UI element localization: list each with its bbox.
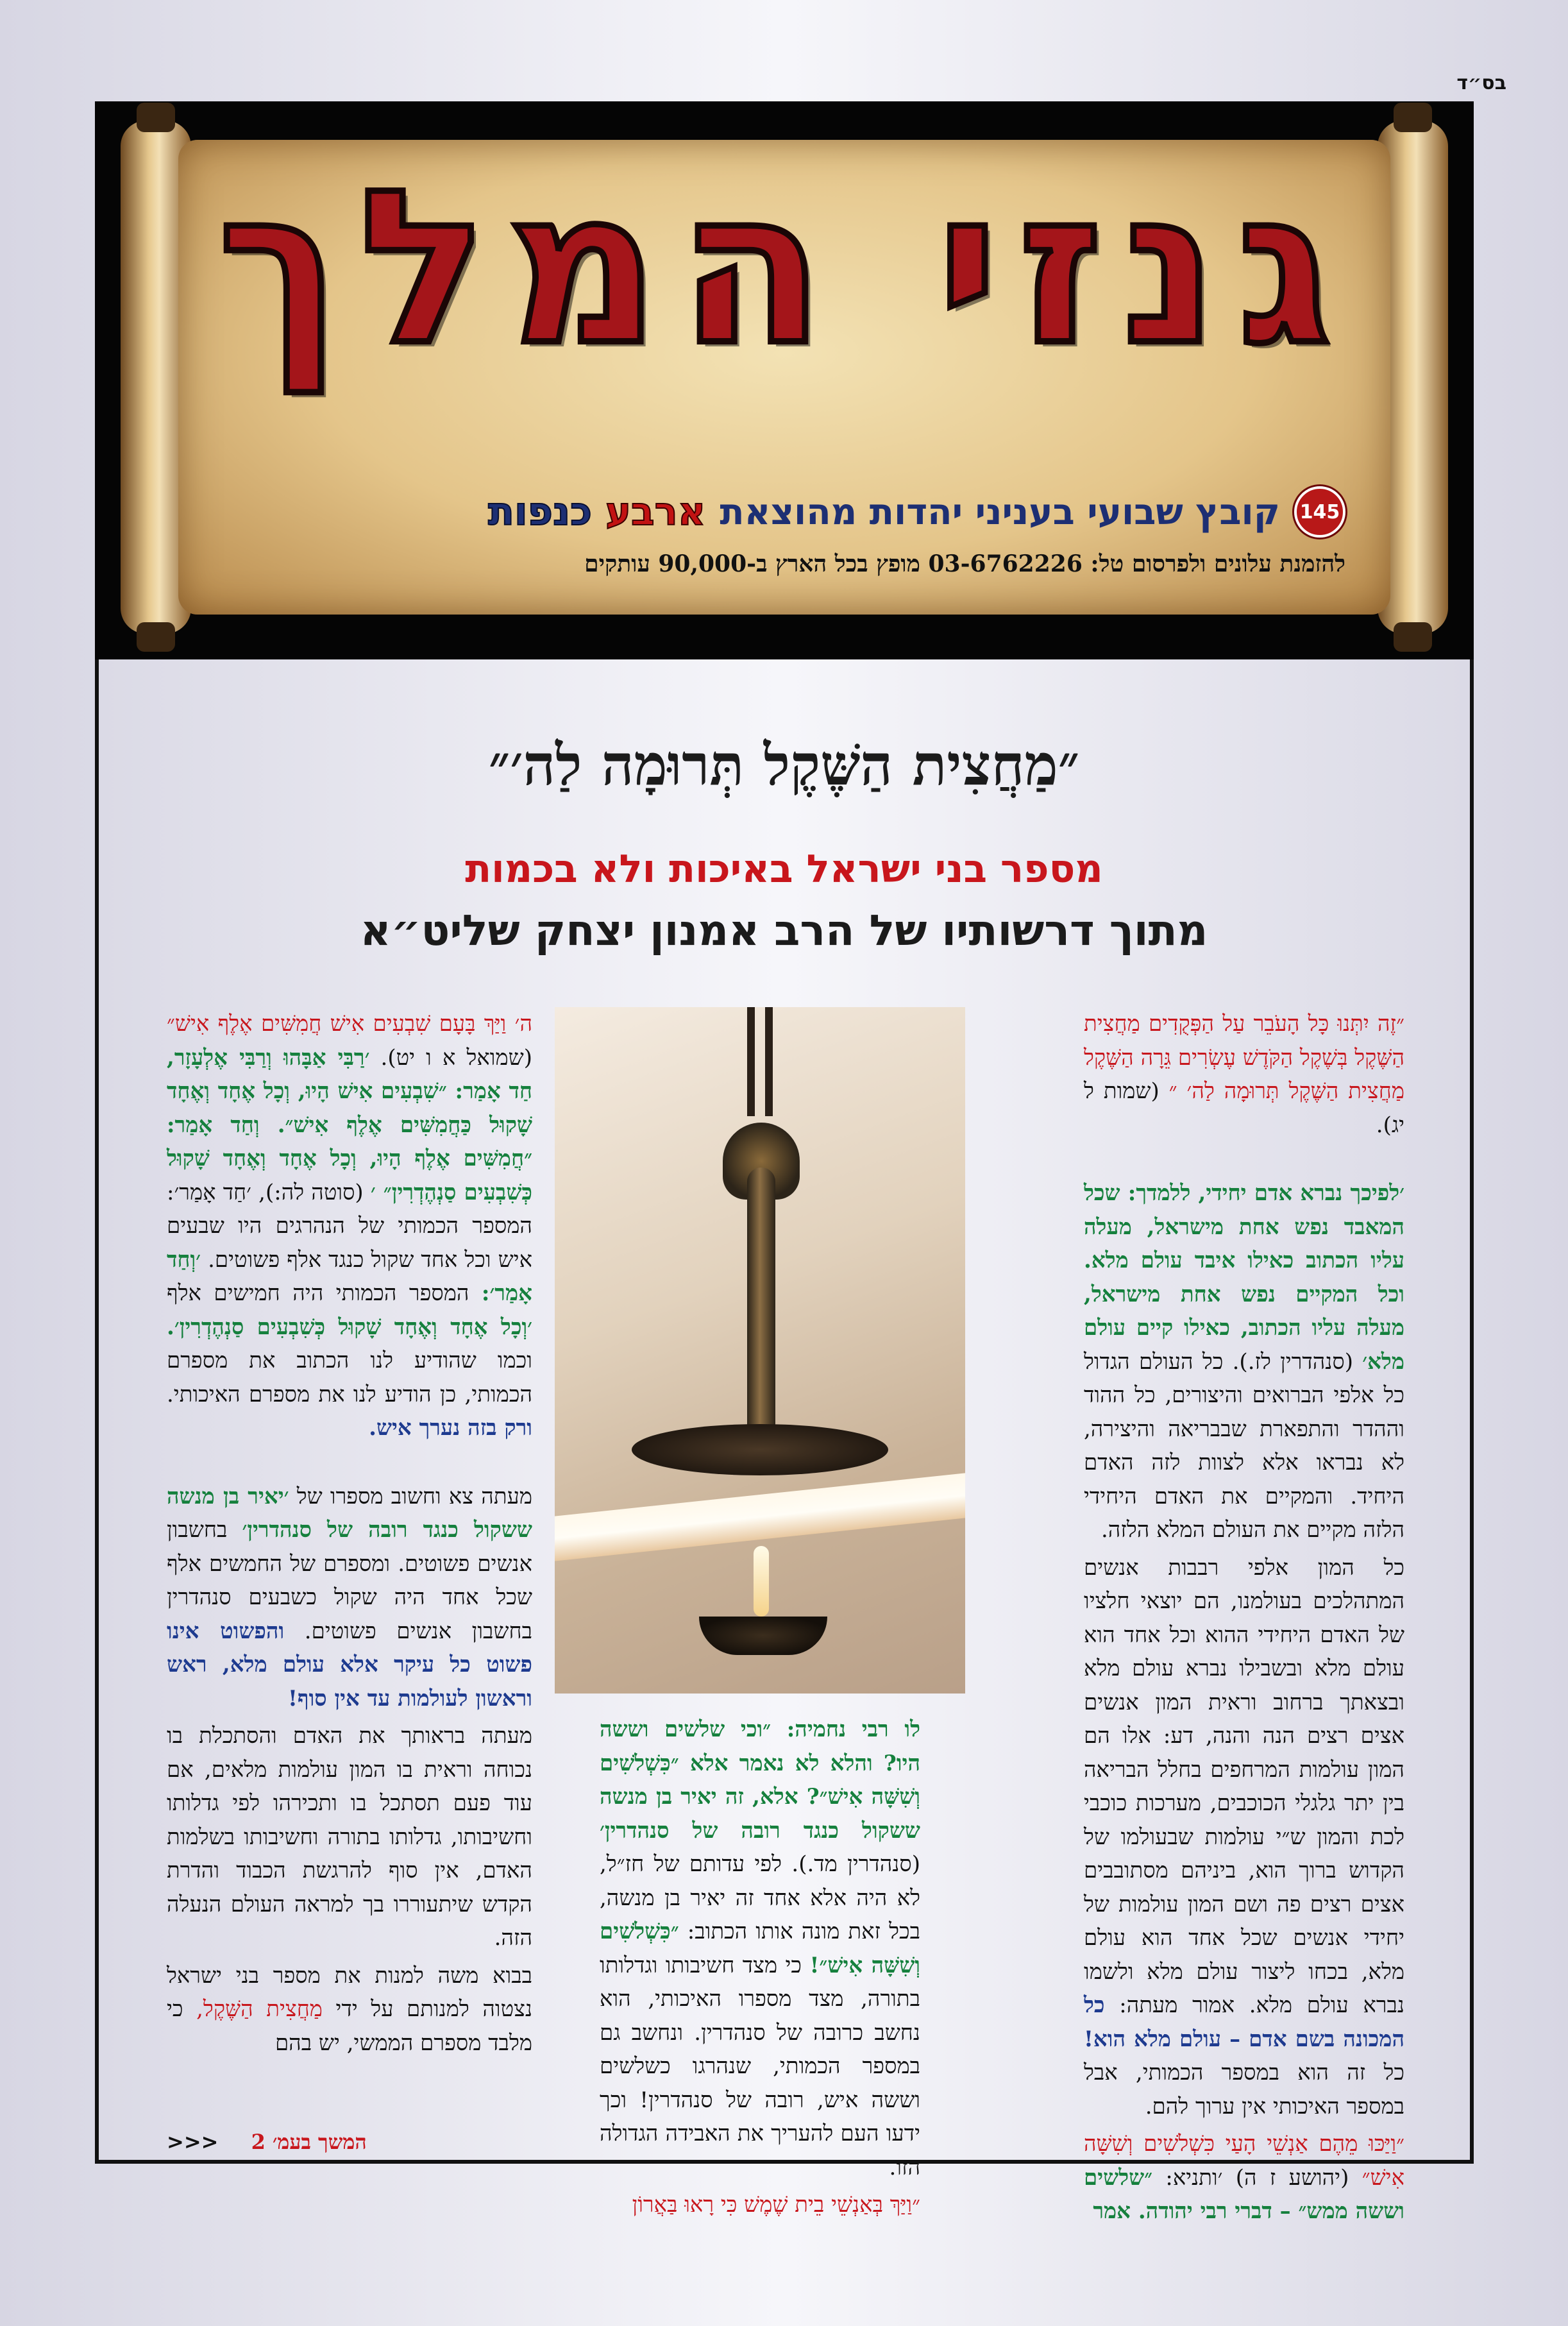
lamp-flame [754,1546,769,1617]
paragraph [1084,2127,1404,2228]
paragraph-text: כי מלבד מספרם הממשי, יש בהם [167,1996,532,2056]
besiyata-dishmaya-mark: בס״ד [1456,72,1506,94]
article-headline: ״מַחֲצִית הַשֶּׁקֶל תְּרוּמָה לַה׳״ [488,731,1080,798]
continued-label: המשך בעמ׳ 2 [251,2130,367,2154]
paragraph-text: כל זה הוא במספר הכמותי, אבל במספר האיכותי אין ערוך להם. [1084,2060,1404,2119]
text-column-middle [600,1713,920,2226]
verse-quote: ״זֶה יִתְּנוּ כָּל הָעֹבֵר עַל הַפְּקֻדִים מַחֲצִית הַשֶּׁקֶל בְּשֶׁקֶל הַקֹּדֶשׁ עֶשְׂרִים גֵּרָה הַשֶּׁקֶל מַחֲצִית הַשֶּׁקֶל תְּרוּמָה לַה׳ ״ [1084,1011,1404,1104]
hanging-lamp-photo [555,1007,965,1694]
source-ref: (שמות ל יג). [1084,1078,1404,1138]
text-column-left [167,1007,532,2064]
article-subtitle: מספר בני ישראל באיכות ולא בכמות [465,847,1103,892]
publisher-logo-word2: כנפות [487,489,593,534]
emphasis-text: ורק בזה נערך איש. [369,1415,532,1441]
newsletter-title: גנזי המלך [217,145,1351,391]
paragraph [1084,1551,1404,2124]
emphasis-text: כל המכונה בשם אדם – עולם מלא הוא! [1084,1992,1404,2052]
lamp-rod [747,1167,775,1450]
paragraph-text: מעתה בראותך את האדם והסתכלת בו נכוחה וראית בו המון עולמות מלאים, אם עוד פעם תסתכל בו ותכירהו לפי גדלותו וחשיבותו, גדלותו בתורה וחשיבותו בשלמות האדם, אין סוף להרגשת הכבוד והדרת הקדש שיתעוררו בך למראה העולם הנעלה הזה. [167,1723,532,1951]
lamp-cup [699,1617,827,1655]
paragraph-text: המספר הכמותי היה חמישים אלף [167,1280,469,1306]
paragraph [1084,1007,1404,1142]
verse-quote: ה׳ וַיַּךְ בָּעָם שִׁבְעִים אִישׁ חֲמִשִּׁים אֶלֶף אִישׁ״ [167,1011,532,1037]
issue-number-badge: 145 [1294,486,1345,538]
masthead-subtitle-row [488,486,1345,538]
talmud-quote: ׳יאיר בן מנשה ששקול כנגד רובה של סנהדרין׳ [167,1483,532,1543]
publisher-logo [488,489,705,534]
talmud-quote: ׳לפיכך נברא אדם יחידי, ללמדך: שכל המאבד נפש אחת מישראל, מעלה עליו הכתוב כאילו איבד עולם מלא. וכל המקיים נפש אחת מישראל, מעלה עליו הכתוב, כאילו קיים עולם מלא׳ [1084,1180,1404,1375]
paragraph-text: מעתה צא וחשוב מספרו של [296,1483,532,1509]
talmud-quote: ׳וְכָל אֶחָד וְאֶחָד שָׁקוּל כְּשִׁבְעִים סַנְהֶדְרִין׳. [167,1314,532,1340]
source-ref: (יהושע ז ה) ׳ותניא: [1165,2164,1349,2191]
paragraph [167,1719,532,1955]
paragraph-text: (סנהדרין לז.). כל העולם הגדול כל אלפי הברואים והיצורים, כל ההוד וההדר והתפארת שבבריאה והיצירה, לא נבראו אלא לצוות לזה האדם היחיד. והמקיים את האדם היחידי הלזה מקיים את העולם המלא הלזה. [1084,1348,1404,1543]
talmud-quote: ׳רַבִּי אַבָּהוּ וְרַבִּי אֶלְעָזָר, חַד אָמַר: ״שִׁבְעִים אִישׁ הָיוּ, וְכָל אֶחָד וְאֶחָד שָׁקוּל כַּחֲמִשִּׁים אֶלֶף אִישׁ״. וְחַד אָמַר: ״חֲמִשִּׁים אֶלֶף הָיוּ, וְכָל אֶחָד וְאֶחָד שָׁקוּל כְּשִׁבְעִים סַנְהֶדְרִין״ ׳ [167,1044,533,1205]
continue-arrows-icon: <<< [167,2130,219,2154]
paragraph [167,1007,532,1445]
lamp-chain [747,1007,773,1116]
verse-quote: ״וַיַּךְ בְּאַנְשֵׁי בֵית שֶׁמֶשׁ כִּי רָאוּ בַּאֲרוֹן [632,2192,920,2218]
publisher-logo-word1: ארבע [605,489,706,534]
paragraph-text: (סוטה לה:), ׳חַד אָמַר׳: המספר הכמותי של הנהרגים היו שבעים איש וכל אחד שקול כנגד אלף פשוטים. [167,1179,532,1273]
paragraph-text: כל המון אלפי רבבות אנשים המתהלכים בעולמנו, הם יוצאי חלציו של האדם היחידי ההוא וכל אחד הוא עולם מלא ובשבילו נברא עולם מלא ובצאתך ברחוב וראית המון אנשים אצים רצים הנה והנה, דע: אלו הם המון עולמות המרחפים בחלל הבריאה בין יתר גלגלי הכוכבים, מערכות כוכבי לכת והמון ש״י עולמות שבעולמו של הקדוש ברוך הוא, ביניהם מסתובבים אצים רצים פה ושם המון עולמות של יחידי אנשים שכל אחד הוא עולם מלא, בכחו ליצור עולם מלא ולשמו נברא עולם מלא. אמור מעתה: [1084,1554,1404,2018]
tagline: קובץ שבועי בעניני יהדות מהוצאת [720,491,1280,533]
paragraph [600,2188,920,2222]
continued-on-page-link[interactable] [167,2130,367,2154]
verse-quote: ״וַיַּכּוּ מֵהֶם אַנְשֵׁי הָעַי כִּשְׁלֹשִׁים וְשִׁשָּׁה אִישׁ״ [1084,2131,1404,2191]
masthead [95,101,1474,659]
verse-quote: מַחֲצִית הַשֶּׁקֶל, [196,1996,323,2022]
paragraph-text: בבוא משה למנות את מספר בני ישראל נצטוה למנותם על ידי [167,1962,532,2022]
talmud-quote: לו רבי נחמיה: ״וכי שלשים וששה היו? והלא לא נאמר אלא ״כִּשְׁלֹשִׁים וְשִׁשָּׁה אִישׁ״? אלא, זה יאיר בן מנשה ששקול כנגד רובה של סנהדרין׳ [600,1717,920,1844]
verse-quote: ״כִּשְׁלֹשִׁים וְשִׁשָּׁה אִישׁ״! [600,1919,920,1978]
contact-line: להזמנת עלונים ולפרסום טל: 03-6762226 מופץ בכל הארץ ב-90,000 עותקים [584,550,1345,577]
paragraph-text: וכמו שהודיע לנו הכתוב את מספרם הכמותי, כן הודיע לנו את מספרם האיכותי. [167,1348,532,1407]
paragraph [1084,1176,1404,1547]
paragraph-text: (סנהדרין מד.). לפי עדותם של חז״ל, לא היה אלא אחד זה יאיר בן מנשה, בכל זאת מונה אותו הכתוב: [600,1851,920,1944]
lamp-plate [632,1424,888,1475]
talmud-quote: ״שלשים וששה ממש״ – דברי רבי יהודה. אמר [1084,2164,1404,2224]
paragraph-text: כי מצד חשיבותו וגדלותו בתורה, מצד מספרו האיכותי, הוא נחשב כרובה של סנהדרין. ונחשב גם במספר הכמותי, שנהרגו כשלשים וששה איש, רובה של סנהדרין! וכך ידעו העם להעריך את האבידה הגדולה הזו. [600,1952,920,2180]
article-byline: מתוך דרשותיו של הרב אמנון יצחק שליט״א [360,906,1208,955]
paragraph-text: בחשבון אנשים פשוטים. ומספרם של החמשים אלף שכל אחד היה שקול כשבעים סנהדרין בחשבון אנשים פשוטים. [167,1517,533,1644]
emphasis-text: והפשוט אינו פשוט כל עיקר אלא עולם מלא, ראש וראשון לעולמות עד אין סוף! [167,1618,532,1711]
text-column-right [1084,1007,1404,2232]
paragraph [167,1959,532,2060]
talmud-quote: ׳וְחַד אָמַר׳: [167,1246,532,1306]
paragraph [167,1480,532,1716]
paragraph [600,1713,920,2184]
source-ref: (שמואל א ו יט). [380,1044,532,1071]
